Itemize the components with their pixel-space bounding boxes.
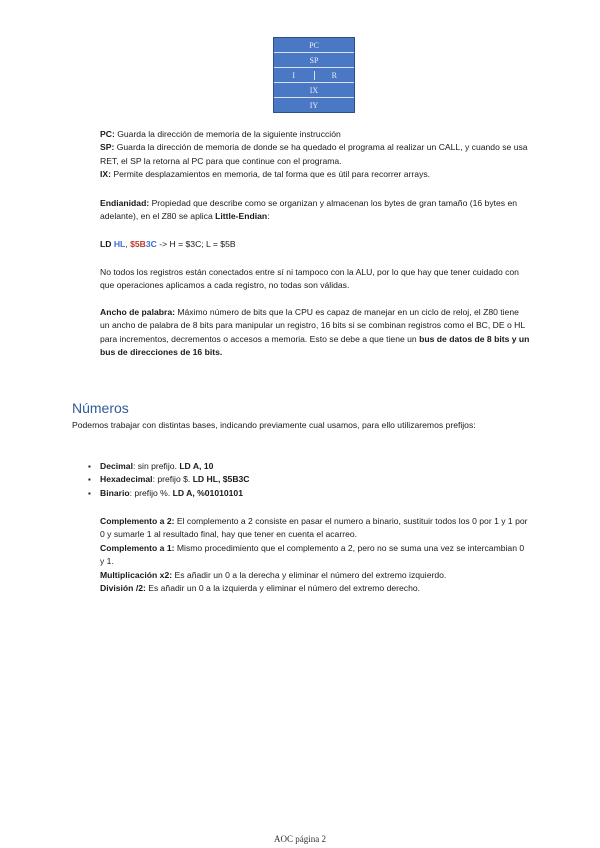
op-mult-text: Es añadir un 0 a la derecha y eliminar el número del extremo izquierdo. — [172, 569, 447, 580]
section-intro: Podemos trabajar con distintas bases, indicando previamente cual usamos, para ello utilizaremos prefijos: — [72, 420, 476, 430]
bullet-text: : prefijo $. — [152, 474, 193, 485]
def-ix — [100, 169, 430, 179]
endianness-example — [100, 238, 530, 251]
bullet-code: LD A, 10 — [179, 461, 214, 471]
register-definitions — [100, 128, 530, 182]
list-item — [88, 473, 250, 486]
op-div-text: Es añadir un 0 a la izquierda y eliminar el número del extremo derecho. — [145, 583, 421, 594]
list-item — [88, 460, 250, 473]
section-title: Números — [72, 400, 129, 416]
endianness-end: : — [267, 211, 270, 222]
bullet-term: Decimal — [100, 461, 133, 471]
op-comp1 — [100, 543, 524, 566]
operations-block — [100, 515, 530, 595]
example-val-b: 3C — [145, 239, 157, 249]
register-diagram — [273, 37, 355, 113]
op-mult — [100, 570, 446, 580]
def-ix-text: Permite desplazamientos en memoria, de tal forma que es útil para recorrer arrays. — [110, 169, 431, 180]
page-footer: AOC página 2 — [274, 834, 326, 844]
bullet-term: Hexadecimal — [100, 474, 153, 485]
def-sp-term: SP: — [100, 142, 115, 153]
def-pc-term: PC: — [100, 129, 115, 139]
list-item — [88, 487, 250, 500]
bullet-text: : sin prefijo. — [132, 461, 180, 471]
op-comp1-text: Mismo procedimiento que el complemento a 2, pero no se suma una vez se intercambian 0 y 1. — [100, 542, 525, 567]
example-reg: HL — [113, 239, 126, 249]
op-comp2-term: Complemento a 2: — [100, 516, 175, 526]
def-ix-term: IX: — [100, 169, 111, 180]
word-width-emph: bus de datos de 8 bits y un bus de direcciones de 16 bits. — [100, 333, 530, 358]
registers-note: No todos los registros están conectados entre sí ni tampoco con la ALU, por lo que hay que tener cuidado con que operaciones aplicamos a cada registro, no todas son válidas. — [100, 267, 519, 291]
register-sp: SP — [274, 53, 354, 68]
example-val-a: $5B — [130, 239, 146, 249]
endianness-emph: Little-Endian — [215, 211, 268, 222]
endianness-term: Endianidad: — [100, 198, 150, 208]
op-comp2-text: El complemento a 2 consiste en pasar el numero a binario, sustituir todos los 0 por 1 y 1 por 0 y sumarle 1 al resultado final, hay que tener en cuenta el acarreo. — [100, 516, 528, 540]
op-div-term: División /2: — [100, 583, 146, 594]
example-op: LD — [100, 239, 114, 249]
word-width-term: Ancho de palabra: — [100, 307, 175, 317]
def-pc — [100, 129, 341, 139]
word-width-text: Máximo número de bits que la CPU es capaz de manejar en un ciclo de reloj, el Z80 tiene un ancho de palabra de 8 bits para manipular un registro, 16 bits si se combinan registros como el BC, DE o HL para incrementos, decrementos o accesos a memoria. Esto se debe a que tiene un — [100, 307, 525, 344]
bullet-text: : prefijo %. — [129, 487, 173, 498]
bullet-code: LD A, %01010101 — [172, 487, 243, 498]
op-div — [100, 583, 420, 593]
op-comp2 — [100, 516, 528, 539]
def-pc-text: Guarda la dirección de memoria de la siguiente instrucción — [114, 129, 341, 139]
bullet-code: LD HL, $5B3C — [192, 474, 250, 485]
example-comma: , — [125, 239, 131, 249]
register-iy: IY — [274, 98, 354, 112]
endianness-paragraph — [100, 197, 530, 224]
word-width-paragraph — [100, 306, 530, 360]
register-pc: PC — [274, 38, 354, 53]
bullet-term: Binario — [100, 487, 130, 498]
endianness-text: Propiedad que describe como se organizan y almacenan los bytes de gran tamaño (16 bytes en adelante), en el Z80 se aplica — [100, 198, 518, 222]
op-comp1-term: Complemento a 1: — [100, 542, 175, 553]
register-i: I — [274, 71, 315, 80]
register-i-r — [274, 68, 354, 83]
def-sp-text: Guarda la dirección de memoria de donde se ha quedado el programa al realizar un CALL, y cuando se usa RET, el SP la retorna al PC para que continue con el programa. — [100, 142, 528, 166]
op-mult-term: Multiplicación x2: — [100, 569, 173, 580]
prefix-list — [88, 460, 250, 500]
def-sp — [100, 142, 528, 165]
register-r: R — [331, 70, 337, 80]
example-rest: -> H = $3C; L = $5B — [156, 239, 236, 249]
register-ix: IX — [274, 83, 354, 98]
